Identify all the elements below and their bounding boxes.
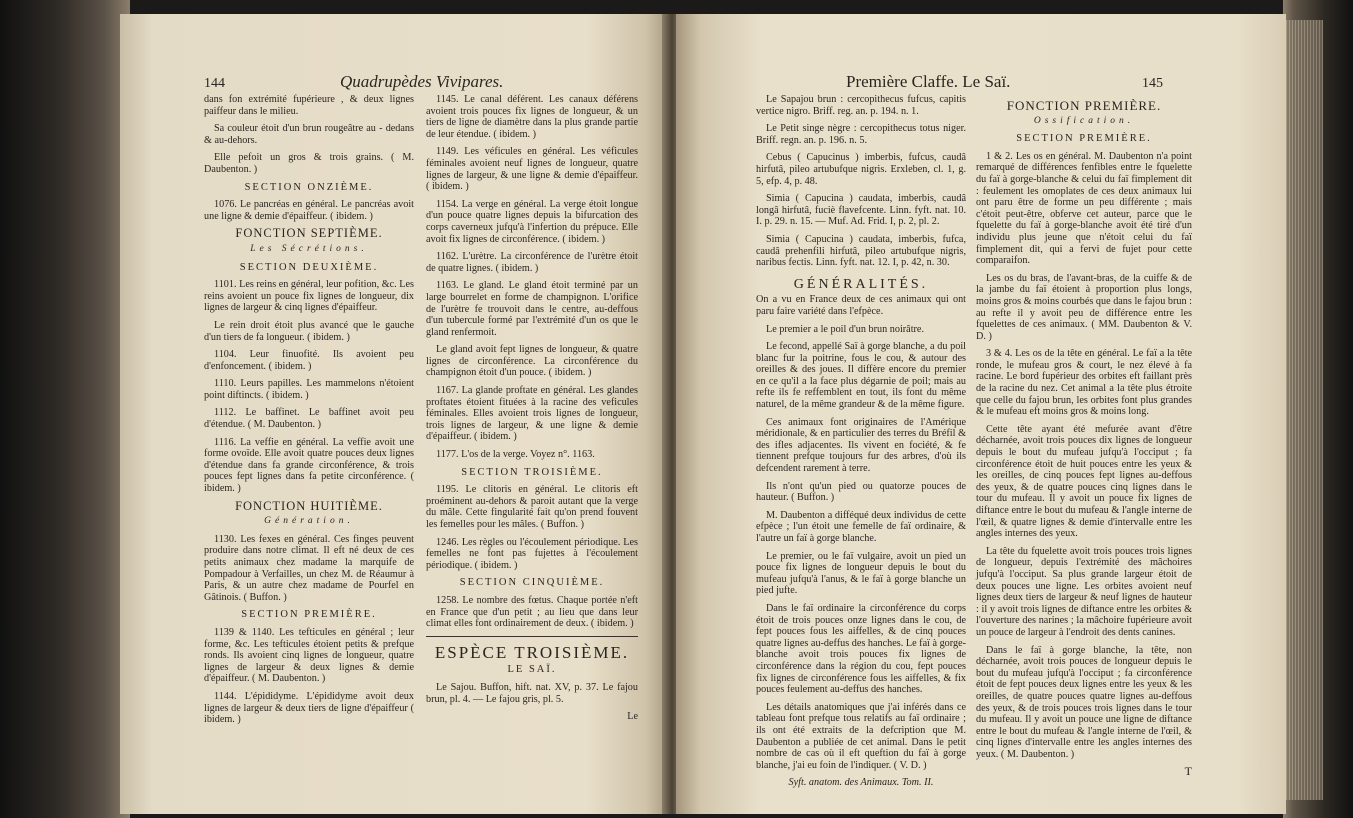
paragraph: 1177. L'os de la verge. Voyez n°. 1163.	[436, 449, 595, 461]
book-edge-right	[1283, 0, 1353, 818]
paragraph: 1154. La verge en général. La verge étoit longue d'un pouce quatre lignes depuis la bifurcation des corps caverneux jufqu'à l'infertion du prépuce. Elle avoit fix lignes de circonférence. ( ibidem. )	[426, 198, 638, 245]
paragraph: 1258. Le nombre des fœtus. Chaque portée n'eft en France que d'un petit ; au lieu que dans leur climat elles font ordinairement de deux. ( ibidem. )	[426, 594, 638, 630]
paragraph: 1130. Les fexes en général. Ces finges peuvent produire dans notre climat. Il eft né deux de ces petits animaux chez madame la marquife de Pompadour à Verfailles, un chez M. de Réaumur à Paris, & un autre chez madame de Pourfel en Gâtinois. ( Buffon. )	[204, 533, 414, 603]
paragraph: dans fon extrémité fupérieure , & deux lignes paiffeur dans le milieu.	[204, 94, 414, 117]
section-heading: SECTION ONZIÈME.	[244, 181, 374, 193]
paragraph: Elle pefoit un gros & trois grains. ( M. Daubenton. )	[204, 152, 414, 175]
paragraph: Le Petit singe nègre : cercopithecus totus niger. Briff. regn. an. p. 196. n. 5.	[756, 123, 966, 146]
paragraph: Simia ( Capucina ) caudata, imberbis, fufca, caudâ prehenfili hirfutâ, pileo artubufque nigris, naribus fectis. Linn. fyft. nat. 12. I, p. 42, n. 30.	[756, 233, 966, 269]
paragraph: Simia ( Capucina ) caudata, imberbis, caudâ longâ hirfutâ, fuciè flavefcente. Linn. fyft. nat. 10. I. p. 29. n. 15. — Muf. Ad. Frid. I, p. 2, pl. 2.	[756, 193, 966, 228]
paragraph: Les os du bras, de l'avant-bras, de la cuiffe & de la jambe du faï étoient à proportion plus longs, moins gros & moins courbés que dans le fajou brun : au refte il y avoit peu de différence entre les fquelettes de ces animaux. ( MM. Daubenton & V. D. )	[976, 272, 1192, 342]
paragraph: Le fecond, appellé Saï à gorge blanche, a du poil blanc fur la poitrine, fous le cou, & autour des oreilles & des joues. Il diffère encore du premier en ce qu'il a la face plus dégarnie de poil; mais au refte ils fe reffemblent en tout, ils font du même naturel, de la même grandeur & de la même figure.	[756, 341, 966, 411]
left-column-2	[426, 94, 638, 723]
paragraph: 1162. L'urètre. La circonférence de l'urètre étoit de quatre lignes. ( ibidem. )	[426, 251, 638, 274]
fonction-heading: FONCTION PREMIÈRE.	[1006, 98, 1162, 113]
species-name: LE SAÏ.	[507, 664, 557, 676]
paragraph: 1149. Les véficules en général. Les véficules féminales avoient neuf lignes de longueur, quatre lignes de largeur, & une ligne & demie d'épaiffeur. ( ibidem. )	[426, 146, 638, 193]
paragraph: 1 & 2. Les os en général. M. Daubenton n'a point remarqué de différences fenfibles entre le fquelette du faï à gorge-blanche & celui du faï fimplement dit : feulement les omoplates de ces deux animaux lui ont paru être de forme un peu différente ; mais c'étoit peut-être, obferve cet auteur, parce que le fquelette du faï à gorge-blanche avoit été tiré d'un individu plus jeune que n'étoit celui du faï fimplement dit, qui a fervi de fujet pour cette comparaifon.	[976, 150, 1192, 267]
section-heading: SECTION PREMIÈRE.	[241, 609, 377, 621]
left-page	[120, 14, 668, 814]
catchword: Le	[627, 711, 638, 723]
fonction-heading: FONCTION HUITIÈME.	[235, 498, 383, 513]
divider	[426, 636, 638, 637]
paragraph: Le rein droit étoit plus avancé que le gauche d'un tiers de fa longueur. ( ibidem. )	[204, 319, 414, 343]
paragraph: 1076. Le pancréas en général. Le pancréas avoit une ligne & demie d'épaiffeur. ( ibidem. )	[204, 199, 414, 222]
paragraph: La tête du fquelette avoit trois pouces trois lignes de longueur, depuis l'extrémité des mâchoires jufqu'à l'occiput. Sa plus grande largeur étoit de deux pouces une ligne. Les orbites avoient neuf lignes deux tiers de largeur & neuf lignes de hauteur : il y avoit trois lignes de diftance entre les orbites & l'ouverture des narines ; la mâchoire fupérieure avoit un pouce de largeur à l'endroit des dents canines.	[976, 545, 1192, 638]
paragraph: 1104. Leur finuofité. Ils avoient peu d'enfoncement. ( ibidem. )	[204, 349, 414, 372]
signature-mark: T	[1184, 764, 1192, 779]
left-running-head: Quadrupèdes Vivipares.	[340, 72, 504, 91]
paragraph: Dans le faï à gorge blanche, la tête, non décharnée, avoit trois pouces de longueur depuis le bout du mufeau jufqu'à l'occiput ; fa circonférence étoit de fept pouces deux lignes entre les yeux & les oreilles, de quatre pouces quatre lignes au-deffous des yeux, & de trois pouces trois lignes dans le tour du mufeau. Il y avoit un pouce une ligne de diftance entre le bout du mufeau & l'angle interne de l'œil, & cinq lignes d'intervalle entre les angles internes des yeux. ( M. Daubenton. )	[976, 644, 1192, 760]
section-heading: SECTION DEUXIÈME.	[239, 261, 379, 273]
paragraph: Le premier a le poil d'un brun noirâtre.	[766, 323, 924, 335]
subheading: Les Sécrétions.	[250, 243, 368, 254]
paragraph: Cebus ( Capucinus ) imberbis, fufcus, caudâ hirfutâ, pileo artubufque nigris. Erxleben, cl. 1, g. 5, efp. 4, p. 48.	[756, 152, 966, 187]
footer-note: Syft. anatom. des Animaux. Tom. II.	[788, 777, 934, 789]
section-heading: SECTION CINQUIÈME.	[459, 577, 605, 589]
fonction-heading: FONCTION SEPTIÈME.	[235, 226, 383, 241]
paragraph: 1167. La glande proftate en général. Les glandes proftates étoient fituées à la racine des veficules féminales. Elles avoient trois lignes de longueur, trois lignes de largeur, & une ligne & demie d'épaiffeur. ( ibidem. )	[426, 385, 638, 443]
paragraph: 1110. Leurs papilles. Les mammelons n'étoient point diftincts. ( ibidem. )	[204, 378, 414, 401]
left-column-1	[204, 94, 414, 732]
paragraph: 1163. Le gland. Le gland étoit terminé par un large bourrelet en forme de champignon. L'orifice de l'urètre fe trouvoit dans le centre, au-deffous d'un tubercule formé par l'extrémité d'un os que le gland renfermoit.	[426, 280, 638, 338]
paragraph: 1139 & 1140. Les tefticules en général ; leur forme, &c. Les tefticules étoient petits & prefque ronds. Ils avoient cinq lignes de longueur, quatre lignes de largeur & deux lignes & demie d'épaiffeur. ( M. Daubenton. )	[204, 626, 414, 685]
paragraph: 1112. Le baffinet. Le baffinet avoit peu d'étendue. ( M. Daubenton. )	[204, 407, 414, 431]
generalites-heading: GÉNÉRALITÉS.	[793, 276, 929, 292]
paragraph: Cette tête ayant été mefurée avant d'être décharnée, avoit trois pouces dix lignes de longueur depuis le bout du mufeau jufqu'à l'occiput ; fa circonférence étoit de huit pouces entre les yeux & les oreilles, de cinq pouces fept lignes au-deffous des yeux, & de quatre pouces cinq lignes dans le tour du mufeau. Il y avoit un pouce fix lignes de diftance entre le bout du mufeau & l'angle interne de l'œil, & quatre lignes & demie d'intervalle entre les angles internes des yeux.	[976, 423, 1192, 540]
right-column-2	[976, 94, 1192, 778]
paragraph: Le Sapajou brun : cercopithecus fufcus, capitis vertice nigro. Briff. reg. an. p. 194. n. 1.	[756, 94, 966, 117]
paragraph: 3 & 4. Les os de la tête en général. Le faï a la tête ronde, le mufeau gros & court, le nez élevé à fa racine. Le bord fupérieur des orbites eft faillant près de la racine du nez. Cet animal a la tête plus étroite que celle du fajou brun, les orbites font plus grandes & le mufeau eft moins gros & moins long.	[976, 348, 1192, 418]
paragraph: Sa couleur étoit d'un brun rougeâtre au - dedans & au-dehors.	[204, 123, 414, 146]
paragraph: Ces animaux font originaires de l'Amérique méridionale, & en particulier des terres du Bréfil & des ifles adjacentes. Ils vivent en fociété, & fe tiennent prefque toujours fur des arbres, d'où ils defcendent rarement à terre.	[756, 416, 966, 475]
paragraph: 1145. Le canal déférent. Les canaux déférens avoient trois pouces fix lignes de longueur, & un tiers de ligne de diamètre dans la plus grande partie de leur étendue. ( ibidem. )	[426, 94, 638, 140]
paragraph: 1116. La veffie en général. La veffie avoit une forme ovoïde. Elle avoit quatre pouces deux lignes d'étendue dans fa grande circonférence, & trois pouces fept lignes dans fa petite circonférence. ( ibidem. )	[204, 436, 414, 495]
right-page-number: 145	[1142, 76, 1163, 91]
paragraph: 1246. Les règles ou l'écoulement périodique. Les femelles ne font pas fujettes à l'écoulement périodique. ( ibidem. )	[426, 536, 638, 571]
paragraph: 1101. Les reins en général, leur pofition, &c. Les reins avoient un pouce fix lignes de longueur, dix lignes de largeur & cinq lignes d'épaiffeur.	[204, 279, 414, 314]
right-running-head: Première Claffe. Le Saï.	[846, 72, 1011, 91]
subheading: Génération.	[264, 516, 354, 527]
right-page	[676, 14, 1286, 814]
paragraph: 1144. L'épididyme. L'épididyme avoit deux lignes de largeur & deux tiers de ligne d'épaiffeur ( ibidem. )	[204, 690, 414, 726]
left-page-number: 144	[204, 76, 225, 91]
paragraph: M. Daubenton a difféqué deux individus de cette efpèce ; l'un étoit une femelle de faï ordinaire, & l'autre un faï à gorge blanche.	[756, 509, 966, 544]
paragraph: Le Sajou. Buffon, hift. nat. XV, p. 37. Le fajou brun, pl. 4. — Le fajou gris, pl. 5.	[426, 681, 638, 705]
section-heading: SECTION PREMIÈRE.	[1016, 133, 1152, 145]
paragraph: Les détails anatomiques que j'ai inférés dans ce tableau font prefque tous relatifs au faï ordinaire ; ils ont été extraits de la defcription que M. Daubenton a publiée de cet animal. Dans le petit nombre de cas où il eft queftion du faï à gorge blanche, j'ai eu foin de l'indiquer. ( V. D. )	[756, 701, 966, 771]
paragraph: Le gland avoit fept lignes de longueur, & quatre lignes de circonférence. La circonférence du champignon étoit d'un pouce. ( ibidem. )	[426, 344, 638, 379]
paragraph: 1195. Le clitoris en général. Le clitoris eft proéminent au-dehors & paroit autant que la verge du mâle. Cette fingularité fait qu'on prend fouvent les femelles pour les mâles. ( Buffon. )	[426, 484, 638, 530]
subheading: Ossification.	[1033, 115, 1135, 126]
paragraph: Le premier, ou le faï vulgaire, avoit un pied un pouce fix lignes de longueur depuis le bout du mufeau jufqu'à l'anus, & le faï à gorge blanche un pied jufte.	[756, 550, 966, 597]
right-column-1	[756, 94, 966, 789]
book-edge-left	[0, 0, 130, 818]
paragraph: On a vu en France deux de ces animaux qui ont paru faire variété dans l'efpèce.	[756, 294, 966, 317]
espece-heading: ESPÈCE TROISIÈME.	[434, 642, 630, 662]
paragraph: Ils n'ont qu'un pied ou quatorze pouces de hauteur. ( Buffon. )	[756, 480, 966, 504]
paragraph: Dans le faï ordinaire la circonférence du corps étoit de trois pouces onze lignes dans le cou, de fept pouces fous les aiffelles, & de cinq pouces quatre lignes au-deffus des hanches. Le faï à gorge-blanche avoit trois pouces fix lignes de circonférence dans la région du cou, fept pouces fix lignes de circonférence fous les aiffelles, & fix pouces feulement au-deffus des hanches.	[756, 602, 966, 696]
section-heading: SECTION TROISIÈME.	[461, 466, 603, 478]
